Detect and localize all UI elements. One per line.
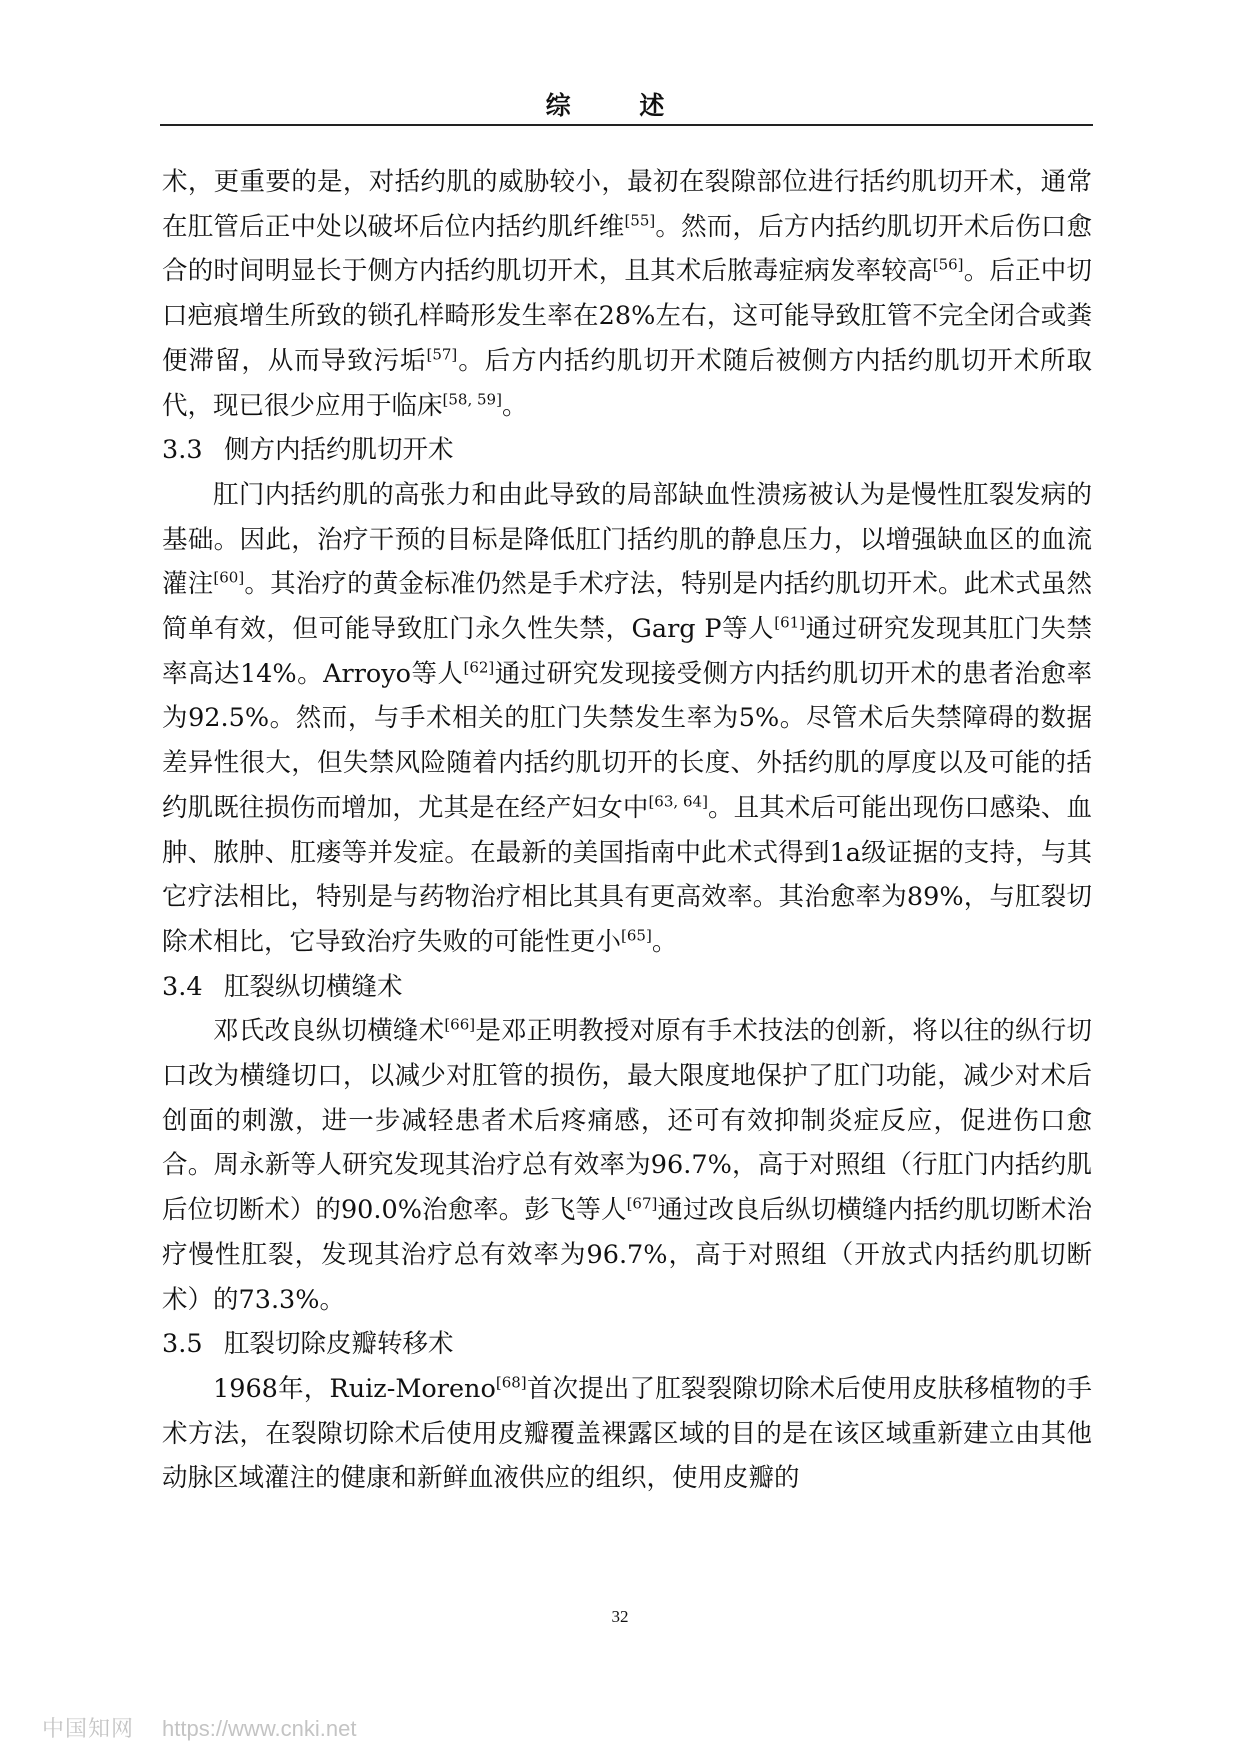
citation: [63, 64]	[648, 792, 708, 811]
citation: [60]	[213, 568, 245, 587]
section-heading	[162, 428, 1092, 473]
text-run: 。后方内括约肌切开术随后被侧方内括约肌切开术所取代，现已很少应用于临床	[162, 345, 1092, 421]
citation: [68]	[495, 1373, 527, 1392]
citation: [62]	[463, 657, 495, 676]
footer-watermark	[42, 1712, 356, 1743]
text-run: 。后正中切口疤痕增生所致的锁孔样畸形发生率在28%左右，这可能导致肛管不完全闭合或粪便滞留，从而导致污垢	[162, 256, 1092, 376]
paragraph-continuation	[162, 160, 1092, 428]
text-run: 邓氏改良纵切横缝术	[213, 1016, 445, 1047]
citation: [61]	[774, 613, 806, 632]
section-title: 肛裂切除皮瓣转移术	[224, 1329, 454, 1360]
section-number: 3.5	[162, 1329, 203, 1360]
text-run: 1968年，Ruiz-Moreno	[213, 1373, 496, 1404]
section-title: 侧方内括约肌切开术	[224, 435, 454, 466]
header-rule	[160, 124, 1093, 126]
watermark-url: https://www.cnki.net	[162, 1716, 357, 1741]
citation: [57]	[426, 345, 458, 364]
section-title: 肛裂纵切横缝术	[224, 971, 403, 1002]
section-heading	[162, 1322, 1092, 1367]
watermark-brand: 中国知网	[42, 1716, 135, 1741]
text-run: 通过改良后纵切横缝内括约肌切断术治疗慢性肛裂，发现其治疗总有效率为96.7%，高于对照组（开放式内括约肌切断术）的73.3%。	[162, 1195, 1092, 1315]
text-run: 是邓正明教授对原有手术技法的创新，将以往的纵行切口改为横缝切口，以减少对肛管的损伤，最大限度地保护了肛门功能，减少对术后创面的刺激，进一步减轻患者术后疼痛感，还可有效抑制炎症反应，促进伤口愈合。周永新等人研究发现其治疗总有效率为96.7%，高于对照组（行肛门内括约肌后位切断术）的90.0%治愈率。彭飞等人	[162, 1016, 1092, 1226]
citation: [67]	[626, 1194, 658, 1213]
citation: [65]	[621, 926, 652, 945]
section-paragraph	[162, 1367, 1092, 1501]
main-content	[162, 160, 1092, 1501]
citation: [66]	[444, 1015, 476, 1034]
text-run: 首次提出了肛裂裂隙切除术后使用皮肤移植物的手术方法，在裂隙切除术后使用皮瓣覆盖裸露区域的目的是在该区域重新建立由其他动脉区域灌注的健康和新鲜血液供应的组织，使用皮瓣的	[162, 1373, 1092, 1494]
text-run: 术，更重要的是，对括约肌的威胁较小，最初在裂隙部位进行括约肌切开术，通常在肛管后正中处以破坏后位内括约肌纤维	[162, 167, 1092, 242]
citation: [56]	[932, 255, 964, 274]
section-paragraph	[162, 473, 1092, 965]
page-number: 32	[611, 1607, 629, 1626]
text-run: 肛门内括约肌的高张力和由此导致的局部缺血性溃疡被认为是慢性肛裂发病的基础。因此，治疗干预的目标是降低肛门括约肌的静息压力，以增强缺血区的血流灌注	[162, 479, 1092, 600]
text-run: 。且其术后可能出现伤口感染、血肿、脓肿、肛瘘等并发症。在最新的美国指南中此术式得到1a级证据的支持，与其它疗法相比，特别是与药物治疗相比其具有更高效率。其治愈率为89%，与肛裂切除术相比，它导致治疗失败的可能性更小	[162, 792, 1092, 957]
text-run: 。	[501, 390, 528, 421]
section-paragraph	[162, 1009, 1092, 1322]
text-run: 。	[651, 926, 678, 957]
section-number: 3.3	[162, 435, 203, 466]
section-number: 3.4	[162, 971, 203, 1002]
text-run: 通过研究发现接受侧方内括约肌切开术的患者治愈率为92.5%。然而，与手术相关的肛门失禁发生率为5%。尽管术后失禁障碍的数据差异性很大，但失禁风险随着内括约肌切开的长度、外括约肌的厚度以及可能的括约肌既往损伤而增加，尤其是在经产妇女中	[162, 658, 1092, 823]
section-heading	[162, 965, 1092, 1010]
citation: [55]	[624, 210, 656, 229]
text-run: 通过研究发现其肛门失禁率高达14%。Arroyo等人	[162, 614, 1092, 689]
text-run: 。其治疗的黄金标准仍然是手术疗法，特别是内括约肌切开术。此术式虽然简单有效，但可能导致肛门永久性失禁，Garg P等人	[162, 569, 1092, 645]
text-run: 。然而，后方内括约肌切开术后伤口愈合的时间明显长于侧方内括约肌切开术，且其术后脓毒症病发率较高	[162, 211, 1092, 287]
header-title: 综 述	[545, 91, 695, 120]
citation: [58, 59]	[442, 389, 502, 408]
